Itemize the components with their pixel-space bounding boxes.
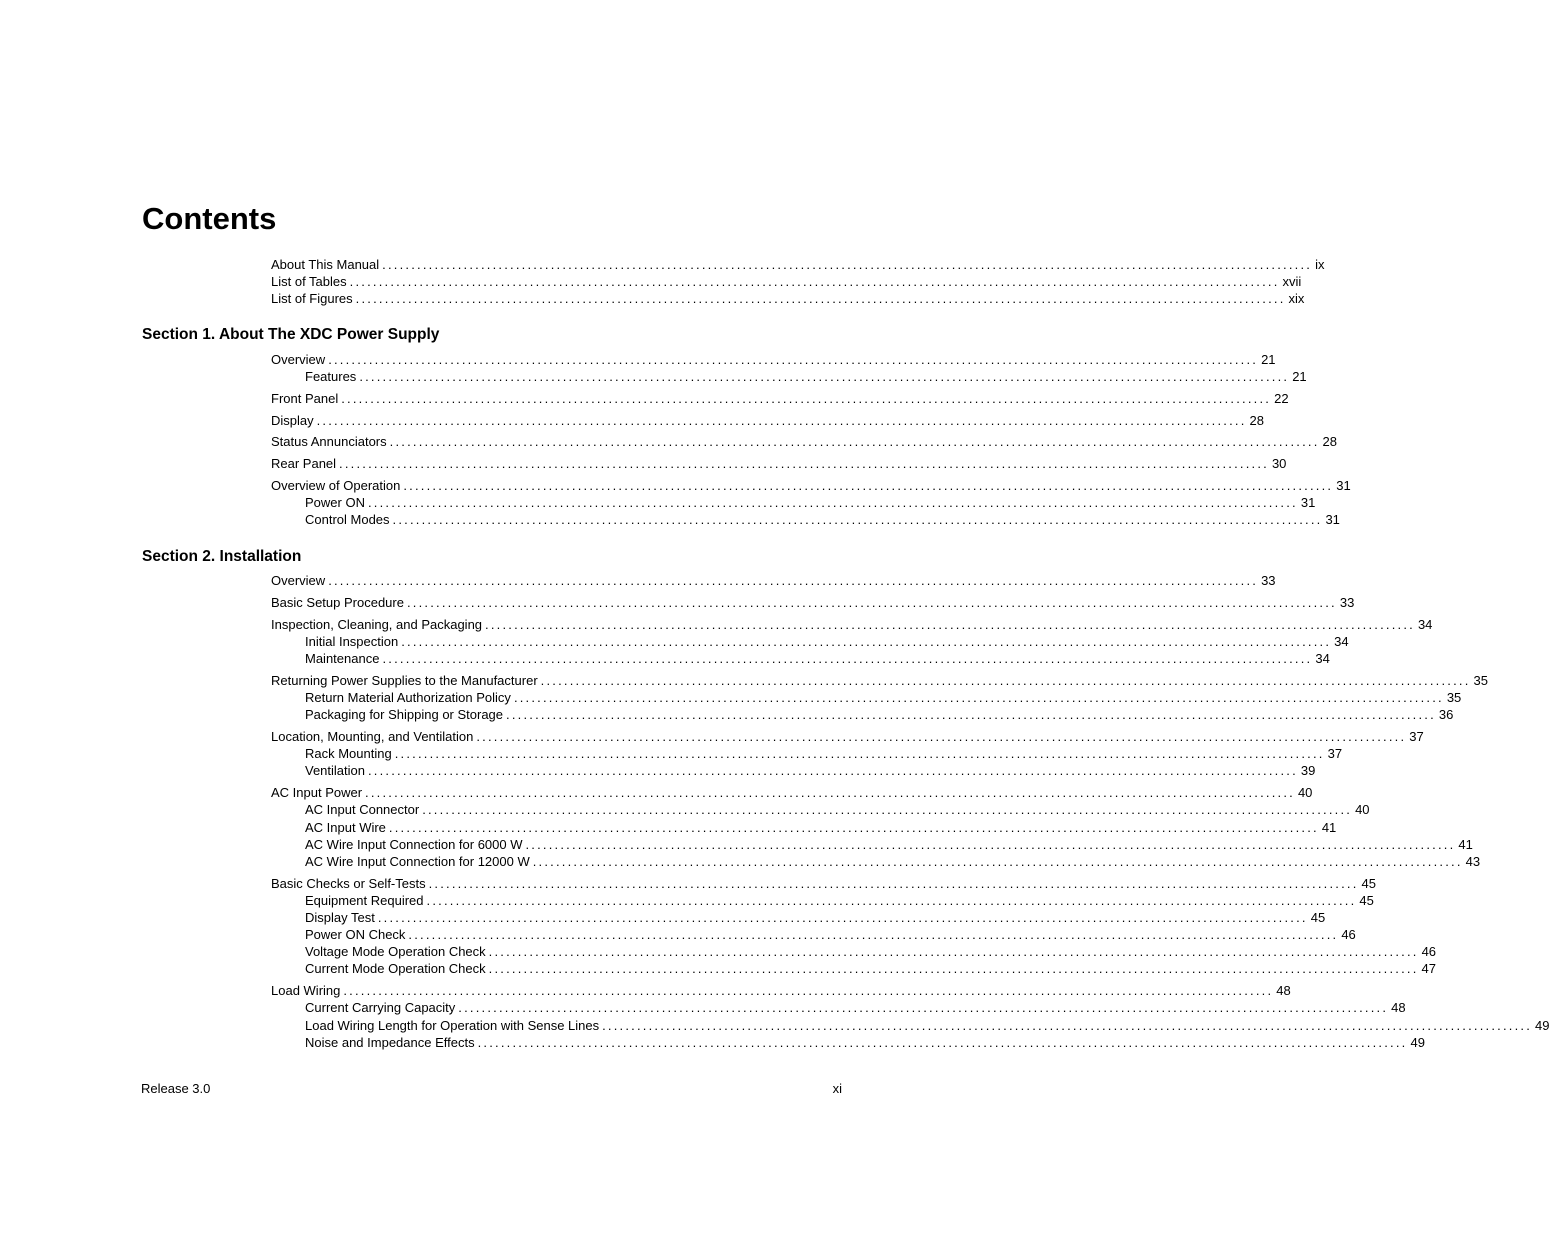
toc-entry-label: Noise and Impedance Effects — [305, 1035, 475, 1050]
toc-entry-page: 28 — [1322, 434, 1337, 449]
toc-entry-page: 28 — [1249, 413, 1264, 428]
dot-leader: ................................................................................................................................................................ — [401, 634, 1332, 649]
dot-leader: ................................................................................................................................................................ — [506, 707, 1436, 722]
toc-entry-page: xix — [1288, 291, 1305, 306]
toc-subentry[interactable] — [305, 836, 1473, 853]
toc-entry-label: AC Input Connector — [305, 802, 420, 817]
toc-subentry[interactable] — [305, 633, 1349, 650]
toc-entry-label: Load Wiring Length for Operation with Sense Lines — [305, 1018, 600, 1033]
toc-entry[interactable] — [271, 390, 1289, 407]
toc-entry-label: Location, Mounting, and Ventilation — [271, 729, 474, 744]
toc-entry-label: Current Mode Operation Check — [305, 961, 486, 976]
toc-entry[interactable] — [271, 273, 1302, 290]
toc-entry-page: 41 — [1458, 837, 1473, 852]
dot-leader: ................................................................................................................................................................ — [382, 651, 1313, 666]
toc-entry-page: 46 — [1341, 927, 1356, 942]
toc-subentry[interactable] — [305, 1034, 1425, 1051]
dot-leader: ................................................................................................................................................................ — [488, 961, 1419, 976]
dot-leader: ................................................................................................................................................................ — [532, 854, 1463, 869]
toc-entry[interactable] — [271, 672, 1489, 689]
toc-entry-label: Inspection, Cleaning, and Packaging — [271, 617, 483, 632]
toc-entry[interactable] — [271, 982, 1291, 999]
toc-entry-label: AC Input Wire — [305, 820, 386, 835]
toc-entry-label: Front Panel — [271, 391, 339, 406]
toc-entry-page: 21 — [1261, 352, 1276, 367]
dot-leader: ................................................................................................................................................................ — [328, 573, 1259, 588]
dot-leader: ................................................................................................................................................................ — [389, 434, 1320, 449]
toc-entry-label: Features — [305, 369, 357, 384]
toc-entry-page: 35 — [1473, 673, 1489, 688]
toc-entry[interactable] — [271, 351, 1276, 368]
dot-leader: ................................................................................................................................................................ — [355, 291, 1286, 306]
toc-subentry[interactable] — [305, 1017, 1549, 1034]
toc-entry-page: 31 — [1325, 512, 1340, 527]
dot-leader: ................................................................................................................................................................ — [477, 1035, 1408, 1050]
toc-entry-page: 47 — [1421, 961, 1437, 976]
dot-leader: ................................................................................................................................................................ — [394, 746, 1325, 761]
section-heading: Section 2. Installation — [142, 548, 302, 565]
toc-subentry[interactable] — [305, 745, 1343, 762]
toc-entry-label: Return Material Authorization Policy — [305, 690, 511, 705]
toc-entry-page: 39 — [1300, 763, 1316, 778]
toc-entry-label: About This Manual — [271, 257, 380, 272]
toc-entry-label: List of Tables — [271, 274, 347, 289]
dot-leader: ................................................................................................................................................................ — [359, 369, 1290, 384]
toc-entry-label: Display — [271, 413, 314, 428]
toc-subentry[interactable] — [305, 689, 1462, 706]
page-title: Contents — [142, 201, 277, 236]
toc-subentry[interactable] — [305, 706, 1454, 723]
toc-entry-label: Control Modes — [305, 512, 390, 527]
toc-entry-page: 45 — [1359, 893, 1374, 908]
toc-entry-label: Returning Power Supplies to the Manufacturer — [271, 673, 538, 688]
toc-entry-page: 31 — [1300, 495, 1316, 510]
toc-entry[interactable] — [271, 875, 1376, 892]
toc-subentry[interactable] — [305, 960, 1437, 977]
toc-subentry[interactable] — [305, 801, 1370, 818]
toc-entry-label: Rear Panel — [271, 456, 337, 471]
dot-leader: ................................................................................................................................................................ — [422, 802, 1353, 817]
toc-subentry[interactable] — [305, 762, 1316, 779]
toc-entry-label: Initial Inspection — [305, 634, 399, 649]
footer-release: Release 3.0 — [141, 1081, 211, 1096]
toc-entry-label: Basic Checks or Self-Tests — [271, 876, 426, 891]
dot-leader: ................................................................................................................................................................ — [349, 274, 1280, 289]
dot-leader: ................................................................................................................................................................ — [328, 352, 1259, 367]
toc-entry[interactable] — [271, 412, 1264, 429]
toc-entry-label: Basic Setup Procedure — [271, 595, 404, 610]
toc-entry[interactable] — [271, 433, 1337, 450]
toc-entry-label: Packaging for Shipping or Storage — [305, 707, 504, 722]
dot-leader: ................................................................................................................................................................ — [476, 729, 1407, 744]
dot-leader: ................................................................................................................................................................ — [485, 617, 1415, 632]
toc-subentry[interactable] — [305, 853, 1481, 870]
toc-entry[interactable] — [271, 784, 1313, 801]
toc-entry-page: 34 — [1417, 617, 1433, 632]
toc-entry-page: 45 — [1310, 910, 1326, 925]
dot-leader: ................................................................................................................................................................ — [513, 690, 1444, 705]
dot-leader: ................................................................................................................................................................ — [339, 456, 1269, 471]
toc-entry[interactable] — [271, 477, 1351, 494]
toc-subentry[interactable] — [305, 650, 1330, 667]
toc-entry[interactable] — [271, 455, 1287, 472]
dot-leader: ................................................................................................................................................................ — [341, 391, 1272, 406]
toc-entry[interactable] — [271, 616, 1433, 633]
dot-leader: ................................................................................................................................................................ — [426, 893, 1357, 908]
dot-leader: ................................................................................................................................................................ — [408, 927, 1339, 942]
toc-entry-page: xvii — [1282, 274, 1302, 289]
dot-leader: ................................................................................................................................................................ — [428, 876, 1359, 891]
toc-entry-label: Status Annunciators — [271, 434, 387, 449]
toc-subentry[interactable] — [305, 909, 1326, 926]
toc-entry-label: Maintenance — [305, 651, 380, 666]
footer-page-number: xi — [832, 1081, 842, 1096]
toc-entry-page: 36 — [1438, 707, 1454, 722]
dot-leader: ................................................................................................................................................................ — [367, 495, 1298, 510]
dot-leader: ................................................................................................................................................................ — [365, 785, 1295, 800]
toc-subentry[interactable] — [305, 368, 1307, 385]
dot-leader: ................................................................................................................................................................ — [602, 1018, 1533, 1033]
dot-leader: ................................................................................................................................................................ — [316, 413, 1247, 428]
toc-entry-label: Power ON Check — [305, 927, 406, 942]
toc-entry-page: 34 — [1334, 634, 1349, 649]
toc-entry-page: 43 — [1465, 854, 1481, 869]
toc-subentry[interactable] — [305, 926, 1356, 943]
toc-entry-page: 48 — [1391, 1000, 1406, 1015]
toc-entry-page: 46 — [1421, 944, 1437, 959]
toc-entry-page: 22 — [1274, 391, 1289, 406]
toc-entry-page: 34 — [1315, 651, 1330, 666]
toc-entry-page: 21 — [1292, 369, 1307, 384]
toc-entry-page: 37 — [1409, 729, 1424, 744]
dot-leader: ................................................................................................................................................................ — [403, 478, 1334, 493]
dot-leader: ................................................................................................................................................................ — [540, 673, 1471, 688]
toc-entry[interactable] — [271, 728, 1424, 745]
toc-entry-label: Rack Mounting — [305, 746, 392, 761]
toc-entry-page: 35 — [1446, 690, 1462, 705]
toc-entry-label: Current Carrying Capacity — [305, 1000, 456, 1015]
toc-entry-page: 40 — [1297, 785, 1313, 800]
dot-leader: ................................................................................................................................................................ — [392, 512, 1323, 527]
toc-entry-page: 49 — [1410, 1035, 1425, 1050]
toc-entry[interactable] — [271, 290, 1305, 307]
toc-entry-label: Overview — [271, 573, 326, 588]
dot-leader: ................................................................................................................................................................ — [343, 983, 1274, 998]
toc-entry[interactable] — [271, 594, 1355, 611]
toc-entry-label: AC Wire Input Connection for 12000 W — [305, 854, 530, 869]
dot-leader: ................................................................................................................................................................ — [406, 595, 1337, 610]
section-heading: Section 1. About The XDC Power Supply — [142, 326, 440, 343]
dot-leader: ................................................................................................................................................................ — [525, 837, 1456, 852]
toc-entry-page: 41 — [1321, 820, 1337, 835]
toc-entry[interactable] — [271, 572, 1276, 589]
dot-leader: ................................................................................................................................................................ — [488, 944, 1419, 959]
toc-entry-page: 33 — [1339, 595, 1355, 610]
toc-entry-label: Overview — [271, 352, 326, 367]
toc-subentry[interactable] — [305, 892, 1374, 909]
toc-entry-label: AC Input Power — [271, 785, 363, 800]
dot-leader: ................................................................................................................................................................ — [458, 1000, 1389, 1015]
toc-entry[interactable] — [271, 256, 1325, 273]
toc-entry-label: AC Wire Input Connection for 6000 W — [305, 837, 523, 852]
toc-entry-label: Equipment Required — [305, 893, 424, 908]
toc-entry-page: 37 — [1327, 746, 1343, 761]
toc-subentry[interactable] — [305, 819, 1337, 836]
toc-entry-page: 40 — [1355, 802, 1370, 817]
dot-leader: ................................................................................................................................................................ — [382, 257, 1313, 272]
toc-entry-label: Load Wiring — [271, 983, 341, 998]
toc-entry-label: Voltage Mode Operation Check — [305, 944, 486, 959]
toc-entry-label: Power ON — [305, 495, 365, 510]
toc-entry-label: Display Test — [305, 910, 375, 925]
toc-entry-label: Overview of Operation — [271, 478, 401, 493]
toc-entry-page: ix — [1315, 257, 1325, 272]
toc-entry-page: 30 — [1271, 456, 1287, 471]
toc-entry-page: 33 — [1261, 573, 1276, 588]
dot-leader: ................................................................................................................................................................ — [368, 763, 1298, 778]
toc-entry-page: 31 — [1336, 478, 1351, 493]
toc-entry-page: 49 — [1535, 1018, 1549, 1033]
dot-leader: ................................................................................................................................................................ — [388, 820, 1319, 835]
toc-subentry[interactable] — [305, 511, 1340, 528]
toc-entry-page: 48 — [1276, 983, 1291, 998]
toc-subentry[interactable] — [305, 943, 1437, 960]
toc-entry-label: Ventilation — [305, 763, 365, 778]
toc-subentry[interactable] — [305, 494, 1316, 511]
toc-entry-page: 45 — [1361, 876, 1376, 891]
toc-subentry[interactable] — [305, 999, 1406, 1016]
dot-leader: ................................................................................................................................................................ — [377, 910, 1308, 925]
toc-entry-label: List of Figures — [271, 291, 353, 306]
